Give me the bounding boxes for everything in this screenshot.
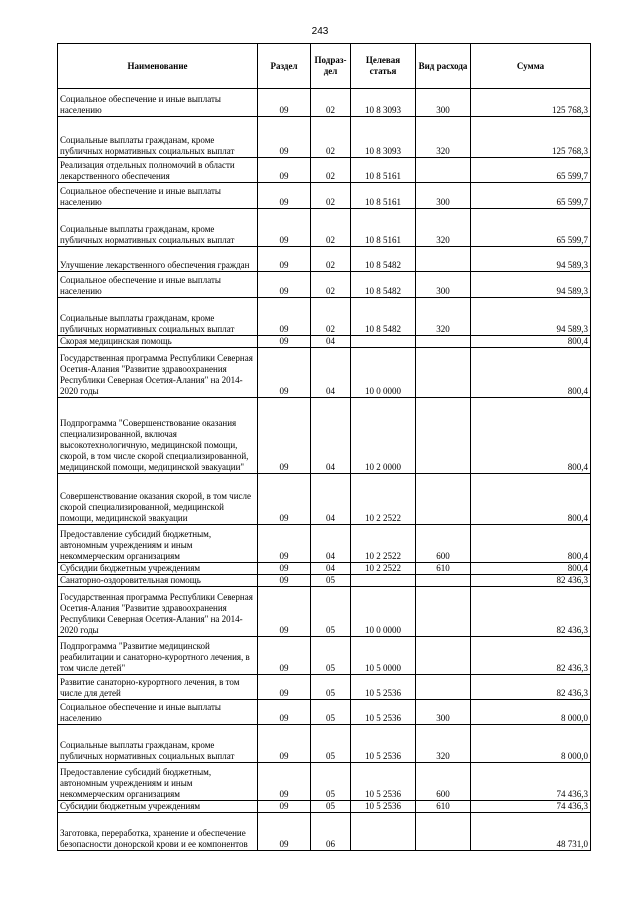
cell-target: 10 5 2536 (351, 675, 416, 700)
cell-target: 10 5 2536 (351, 763, 416, 801)
cell-target: 10 8 5161 (351, 209, 416, 247)
table-row (58, 348, 591, 398)
cell-target: 10 0 0000 (351, 348, 416, 398)
cell-type (416, 675, 471, 700)
cell-name: Субсидии бюджетным учреждениям (58, 801, 258, 813)
cell-name: Социальные выплаты гражданам, кроме публичных нормативных социальных выплат (58, 117, 258, 158)
cell-name: Социальные выплаты гражданам, кроме публичных нормативных социальных выплат (58, 298, 258, 336)
cell-type: 320 (416, 298, 471, 336)
cell-type (416, 247, 471, 272)
cell-name: Социальное обеспечение и иные выплаты населению (58, 89, 258, 117)
cell-type (416, 813, 471, 851)
cell-name: Подпрограмма "Совершенствование оказания специализированной, включая высокотехнологичную, медицинской помощи, скорой, в том числе скорой специализированной, медицинской помощи, медицинской эвакуации" (58, 398, 258, 474)
cell-target: 10 5 2536 (351, 700, 416, 725)
cell-type (416, 474, 471, 525)
cell-target: 10 8 3093 (351, 89, 416, 117)
cell-subsection: 02 (311, 117, 351, 158)
table-row (58, 563, 591, 575)
cell-type (416, 348, 471, 398)
cell-type: 300 (416, 183, 471, 209)
cell-target: 10 5 2536 (351, 801, 416, 813)
cell-subsection: 02 (311, 247, 351, 272)
cell-type: 610 (416, 801, 471, 813)
table-row (58, 700, 591, 725)
cell-sum: 65 599,7 (471, 158, 591, 183)
cell-subsection: 04 (311, 563, 351, 575)
cell-section: 09 (258, 183, 311, 209)
cell-type: 300 (416, 272, 471, 298)
cell-target: 10 0 0000 (351, 587, 416, 637)
cell-target: 10 5 0000 (351, 637, 416, 675)
cell-subsection: 04 (311, 398, 351, 474)
header-target: Целевая статья (351, 44, 416, 89)
cell-type (416, 575, 471, 587)
cell-section: 09 (258, 813, 311, 851)
cell-sum: 800,4 (471, 348, 591, 398)
table-row (58, 298, 591, 336)
cell-subsection: 06 (311, 813, 351, 851)
cell-sum: 125 768,3 (471, 89, 591, 117)
table-row (58, 247, 591, 272)
cell-sum: 800,4 (471, 336, 591, 348)
cell-subsection: 02 (311, 183, 351, 209)
cell-name: Предоставление субсидий бюджетным, автономным учреждениям и иным некоммерческим организациям (58, 525, 258, 563)
cell-name: Социальные выплаты гражданам, кроме публичных нормативных социальных выплат (58, 725, 258, 763)
cell-name: Реализация отдельных полномочий в области лекарственного обеспечения (58, 158, 258, 183)
table-row (58, 336, 591, 348)
header-name: Наименование (58, 44, 258, 89)
cell-subsection: 02 (311, 158, 351, 183)
cell-name: Подпрограмма "Развитие медицинской реабилитации и санаторно-курортного лечения, в том числе детей" (58, 637, 258, 675)
cell-target: 10 8 5482 (351, 272, 416, 298)
cell-target: 10 2 2522 (351, 563, 416, 575)
cell-type (416, 587, 471, 637)
header-subsection: Подраз-дел (311, 44, 351, 89)
cell-type: 300 (416, 700, 471, 725)
cell-sum: 800,4 (471, 563, 591, 575)
cell-type (416, 398, 471, 474)
cell-type: 320 (416, 209, 471, 247)
table-row (58, 725, 591, 763)
cell-sum: 48 731,0 (471, 813, 591, 851)
table-header-row (58, 44, 591, 89)
cell-sum: 94 589,3 (471, 272, 591, 298)
cell-sum: 82 436,3 (471, 587, 591, 637)
cell-section: 09 (258, 525, 311, 563)
cell-subsection: 05 (311, 587, 351, 637)
cell-section: 09 (258, 637, 311, 675)
cell-name: Санаторно-оздоровительная помощь (58, 575, 258, 587)
cell-name: Социальные выплаты гражданам, кроме публичных нормативных социальных выплат (58, 209, 258, 247)
cell-name: Субсидии бюджетным учреждениям (58, 563, 258, 575)
cell-sum: 8 000,0 (471, 700, 591, 725)
cell-sum: 82 436,3 (471, 575, 591, 587)
cell-type: 300 (416, 89, 471, 117)
header-type: Вид расхода (416, 44, 471, 89)
cell-section: 09 (258, 272, 311, 298)
cell-subsection: 05 (311, 675, 351, 700)
cell-sum: 800,4 (471, 474, 591, 525)
table-row (58, 209, 591, 247)
cell-section: 09 (258, 725, 311, 763)
cell-section: 09 (258, 575, 311, 587)
cell-sum: 82 436,3 (471, 637, 591, 675)
cell-section: 09 (258, 158, 311, 183)
cell-target: 10 8 5482 (351, 247, 416, 272)
table-row (58, 813, 591, 851)
table-row (58, 575, 591, 587)
cell-section: 09 (258, 336, 311, 348)
cell-subsection: 05 (311, 801, 351, 813)
table-row (58, 525, 591, 563)
cell-section: 09 (258, 587, 311, 637)
table-row (58, 89, 591, 117)
cell-type: 320 (416, 117, 471, 158)
cell-target: 10 2 0000 (351, 398, 416, 474)
table-row (58, 158, 591, 183)
cell-section: 09 (258, 117, 311, 158)
cell-target (351, 575, 416, 587)
cell-subsection: 05 (311, 700, 351, 725)
cell-type (416, 336, 471, 348)
cell-target: 10 8 5161 (351, 183, 416, 209)
cell-subsection: 02 (311, 209, 351, 247)
cell-subsection: 05 (311, 725, 351, 763)
cell-section: 09 (258, 298, 311, 336)
cell-type (416, 158, 471, 183)
cell-subsection: 02 (311, 272, 351, 298)
cell-name: Государственная программа Республики Северная Осетия-Алания "Развитие здравоохранения Республики Северная Осетия-Алания" на 2014-2020 годы (58, 348, 258, 398)
budget-table (57, 43, 591, 851)
cell-name: Совершенствование оказания скорой, в том числе скорой специализированной, медицинской помощи, медицинской эвакуации (58, 474, 258, 525)
page-number: 243 (311, 26, 329, 37)
cell-subsection: 05 (311, 575, 351, 587)
cell-sum: 125 768,3 (471, 117, 591, 158)
cell-sum: 65 599,7 (471, 183, 591, 209)
table-row (58, 272, 591, 298)
cell-name: Заготовка, переработка, хранение и обеспечение безопасности донорской крови и ее компонентов (58, 813, 258, 851)
cell-target: 10 8 3093 (351, 117, 416, 158)
cell-sum: 82 436,3 (471, 675, 591, 700)
cell-type: 610 (416, 563, 471, 575)
table-row (58, 801, 591, 813)
cell-subsection: 04 (311, 474, 351, 525)
cell-section: 09 (258, 348, 311, 398)
cell-section: 09 (258, 700, 311, 725)
cell-sum: 74 436,3 (471, 763, 591, 801)
cell-name: Развитие санаторно-курортного лечения, в том числе для детей (58, 675, 258, 700)
table-row (58, 183, 591, 209)
cell-sum: 8 000,0 (471, 725, 591, 763)
cell-target: 10 8 5482 (351, 298, 416, 336)
cell-name: Государственная программа Республики Северная Осетия-Алания "Развитие здравоохранения Республики Северная Осетия-Алания" на 2014-2020 годы (58, 587, 258, 637)
cell-section: 09 (258, 801, 311, 813)
table-row (58, 675, 591, 700)
cell-section: 09 (258, 763, 311, 801)
cell-type (416, 637, 471, 675)
cell-name: Социальное обеспечение и иные выплаты населению (58, 700, 258, 725)
cell-subsection: 05 (311, 637, 351, 675)
cell-target: 10 2 2522 (351, 474, 416, 525)
cell-sum: 800,4 (471, 398, 591, 474)
cell-section: 09 (258, 89, 311, 117)
cell-subsection: 04 (311, 525, 351, 563)
cell-sum: 74 436,3 (471, 801, 591, 813)
table-row (58, 117, 591, 158)
cell-target: 10 8 5161 (351, 158, 416, 183)
cell-target (351, 813, 416, 851)
table-row (58, 763, 591, 801)
cell-subsection: 02 (311, 89, 351, 117)
cell-section: 09 (258, 675, 311, 700)
cell-subsection: 04 (311, 348, 351, 398)
cell-subsection: 05 (311, 763, 351, 801)
cell-sum: 94 589,3 (471, 298, 591, 336)
cell-target (351, 336, 416, 348)
cell-name: Предоставление субсидий бюджетным, автономным учреждениям и иным некоммерческим организациям (58, 763, 258, 801)
cell-name: Социальное обеспечение и иные выплаты населению (58, 272, 258, 298)
header-sum: Сумма (471, 44, 591, 89)
cell-name: Улучшение лекарственного обеспечения граждан (58, 247, 258, 272)
cell-name: Социальное обеспечение и иные выплаты населению (58, 183, 258, 209)
table-row (58, 587, 591, 637)
cell-subsection: 04 (311, 336, 351, 348)
cell-section: 09 (258, 474, 311, 525)
cell-section: 09 (258, 247, 311, 272)
cell-sum: 800,4 (471, 525, 591, 563)
cell-section: 09 (258, 563, 311, 575)
cell-type: 320 (416, 725, 471, 763)
cell-sum: 94 589,3 (471, 247, 591, 272)
table-row (58, 474, 591, 525)
cell-sum: 65 599,7 (471, 209, 591, 247)
cell-target: 10 5 2536 (351, 725, 416, 763)
table-row (58, 398, 591, 474)
cell-section: 09 (258, 209, 311, 247)
cell-subsection: 02 (311, 298, 351, 336)
table-row (58, 637, 591, 675)
cell-type: 600 (416, 525, 471, 563)
cell-name: Скорая медицинская помощь (58, 336, 258, 348)
cell-section: 09 (258, 398, 311, 474)
header-section: Раздел (258, 44, 311, 89)
cell-target: 10 2 2522 (351, 525, 416, 563)
cell-type: 600 (416, 763, 471, 801)
